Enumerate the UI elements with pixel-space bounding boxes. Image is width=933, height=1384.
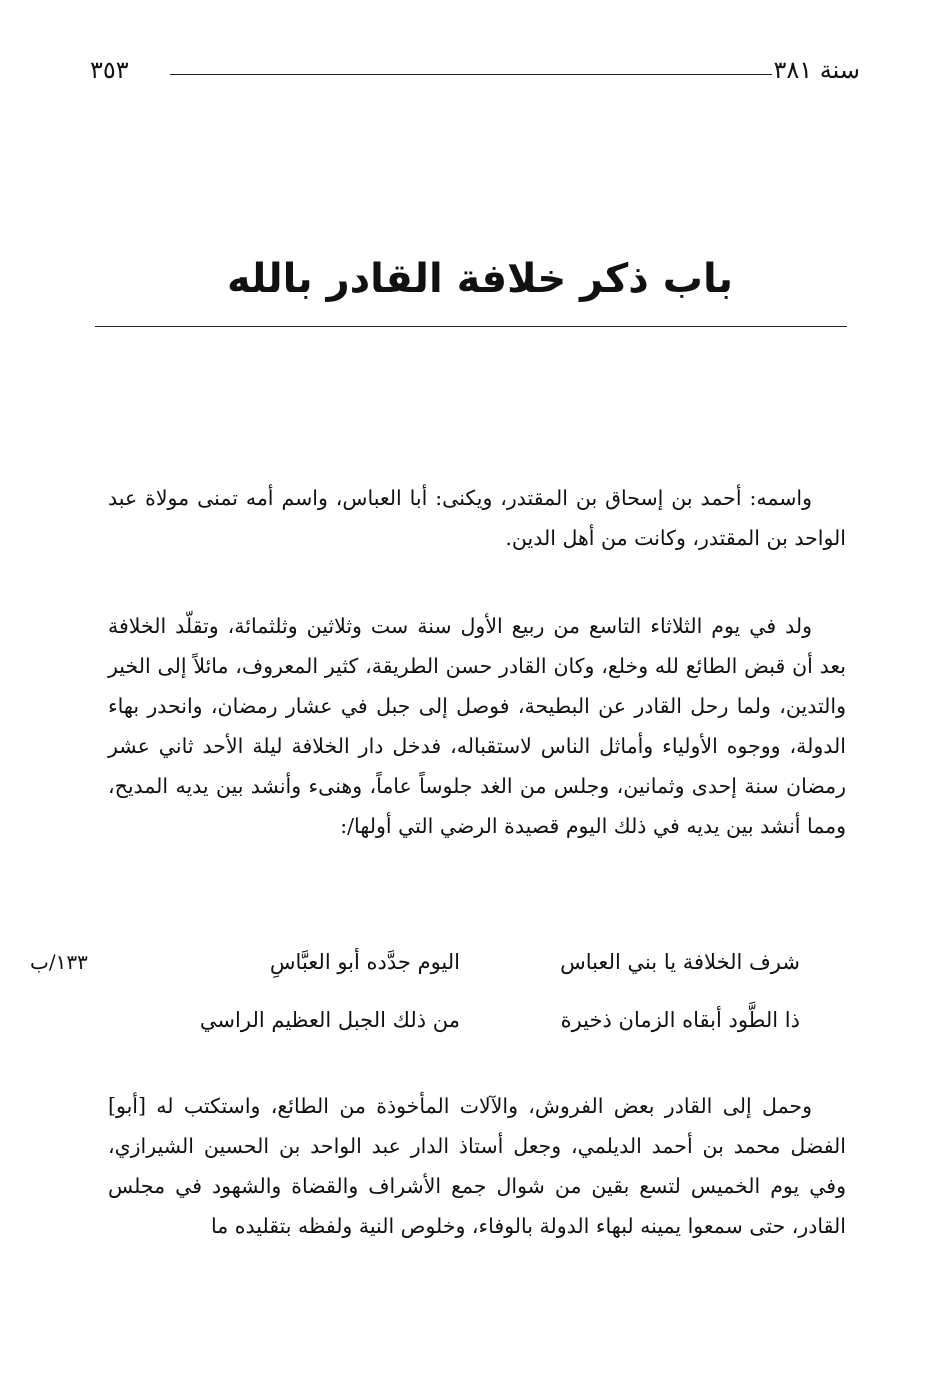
paragraph-text: ولد في يوم الثلاثاء التاسع من ربيع الأول سنة ست وثلاثين وثلثمائة، وتقلّد الخلافة بعد أن قبض الطائع لله وخلع، وكان القادر حسن الطريقة، كثير المعروف، مائلاً إلى الخير والتدين، ولما رحل القادر عن البطيحة، فوصل إلى جبل في عشار رمضان، وانحدر بهاء الدولة، ووجوه الأولياء وأماثل الناس لاستقباله، فدخل دار الخلافة ليلة الأحد ثاني عشر رمضان سنة إحدى وثمانين، وجلس من الغد جلوساً عاماً، وهنىء وأنشد بين يديه المديح، ومما أنشد بين يديه في ذلك اليوم قصيدة الرضي التي أولها/:: [108, 614, 846, 838]
paragraph-birth: [108, 606, 846, 846]
paragraph-name: [108, 478, 846, 558]
title-underline: [95, 326, 847, 327]
header-year: سنة ٣٨١: [773, 56, 860, 84]
header-rule: [170, 74, 772, 75]
page-number: ٣٥٣: [90, 56, 129, 84]
paragraph-text: وحمل إلى القادر بعض الفروش، والآلات المأخوذة من الطائع، واستكتب له [أبو] الفضل محمد بن أحمد الديلمي، وجعل أستاذ الدار عبد الواحد بن الحسين الشيرازي، وفي يوم الخميس لتسع بقين من شوال جمع الأشراف والقضاة والشهود في مجلس القادر، حتى سمعوا يمينه لبهاء الدولة بالوفاء، وخلوص النية ولفظه بتقليده ما: [108, 1094, 846, 1238]
poem-verse: [150, 1008, 800, 1066]
paragraph-furnishings: [108, 1086, 846, 1246]
verse-first-hemistich: شرف الخلافة يا بني العباس: [560, 950, 800, 974]
poem: [150, 950, 800, 1066]
running-header: [90, 52, 860, 92]
verse-second-hemistich: من ذلك الجبل العظيم الراسي: [199, 1008, 460, 1032]
verse-first-hemistich: ذا الطَّود أبقاه الزمان ذخيرة: [560, 1008, 800, 1032]
paragraph-text: واسمه: أحمد بن إسحاق بن المقتدر، ويكنى: أبا العباس، واسم أمه تمنى مولاة عبد الواحد بن المقتدر، وكانت من أهل الدين.: [108, 486, 846, 550]
margin-folio-note: ١٣٣/ب: [30, 950, 88, 974]
chapter-title: باب ذكر خلافة القادر بالله: [227, 256, 733, 302]
poem-verse: [150, 950, 800, 1008]
verse-second-hemistich: اليوم جدَّده أبو العبَّاسِ: [269, 950, 460, 974]
